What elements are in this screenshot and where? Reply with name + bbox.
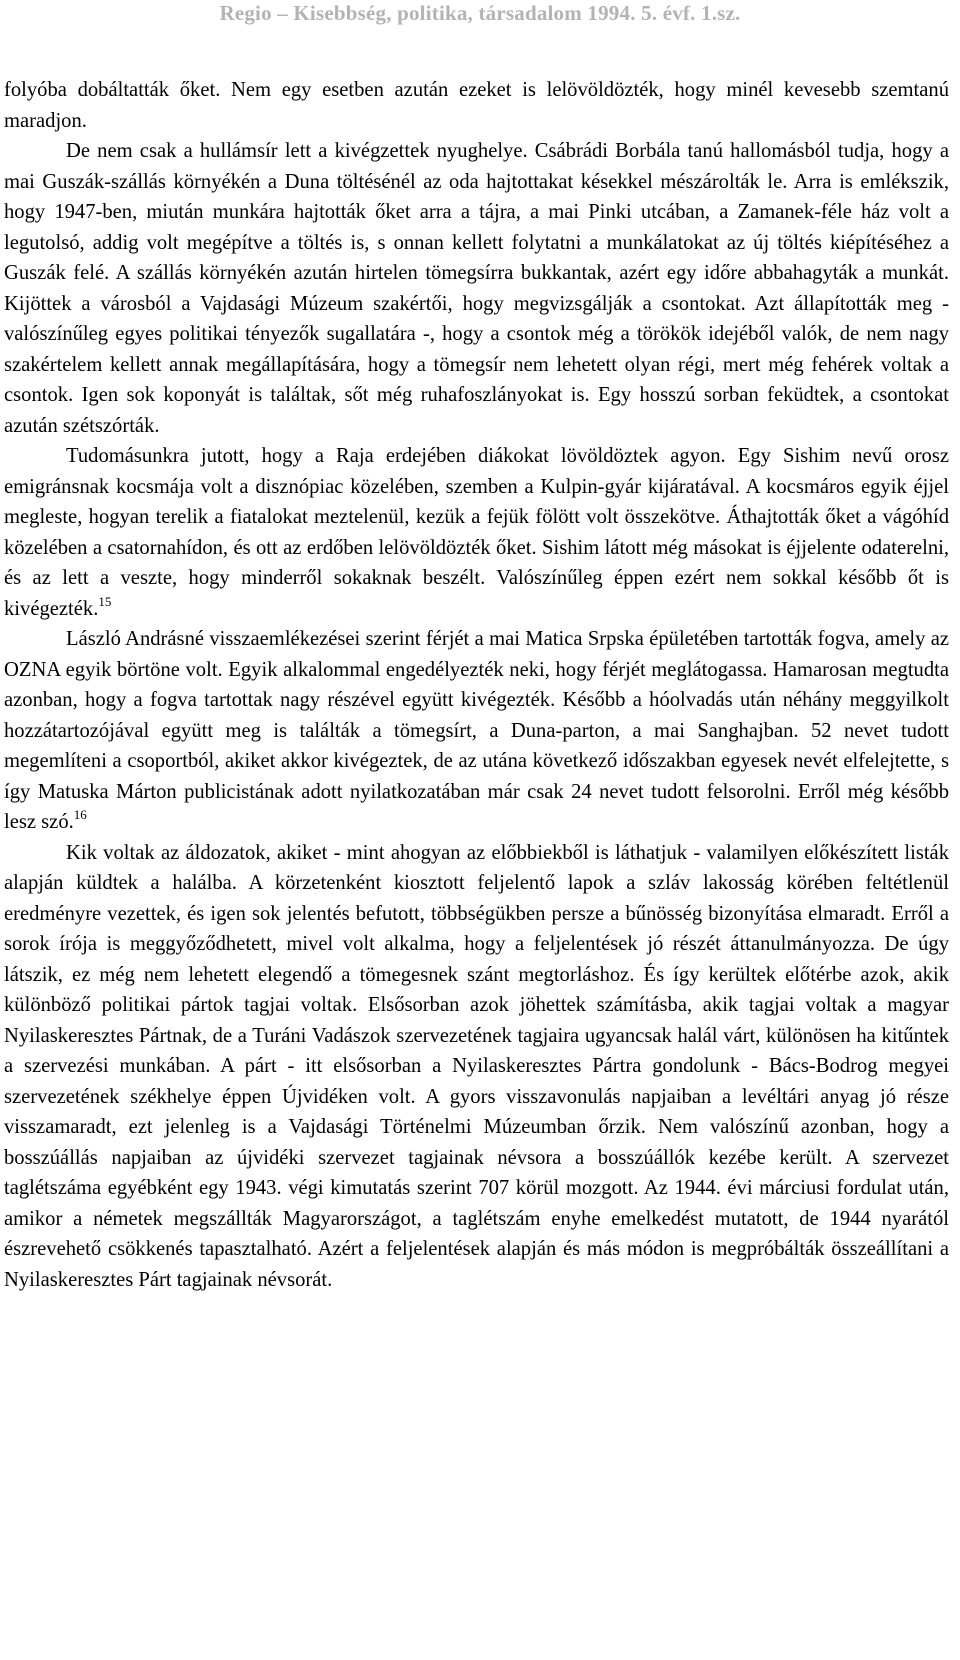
paragraph-1 <box>4 75 949 136</box>
paragraph-4 <box>4 624 949 838</box>
paragraph-5-text: Kik voltak az áldozatok, akiket - mint ahogyan az előbbiekből is láthatjuk - valamilyen előkészített listák alapján küldtek a halálba. A körzetenként kiosztott feljelentő lapok a szláv lakosság körében feltétlenül eredményre vezettek, és igen sok jelentés befutott, többségükben persze a bűnösség bizonyítása elmaradt. Erről a sorok írója is meggyőződhetett, mivel volt alkalma, hogy a feljelentések jó részét áttanulmányozza. De úgy látszik, ez még nem lehetett elegendő a tömegesnek szánt megtorláshoz. És így kerültek előtérbe azok, akik különböző politikai pártok tagjai voltak. Elsősorban azok jöhettek számításba, akik tagjai voltak a magyar Nyilaskeresztes Pártnak, de a Turáni Vadászok szervezetének tagjaira ugyancsak halál várt, különösen ha kitűntek a szervezési munkában. A párt - itt elsősorban a Nyilaskeresztes Pártra gondolunk - Bács-Bodrog megyei szervezetének székhelye éppen Újvidéken volt. A gyors visszavonulás napjaiban a levéltári anyag jó része visszamaradt, ezt jelenleg is a Vajdasági Történelmi Múzeumban őrzik. Nem valószínű azonban, hogy a bosszúállás napjaiban az újvidéki szervezet tagjainak névsora a bosszúállók kezébe került. A szervezet taglétszáma egyébként egy 1943. végi kimutatás szerint 707 körül mozgott. Az 1944. évi márciusi fordulat után, amikor a németek megszállták Magyarországot, a taglétszám enyhe emelkedést mutatott, de 1944 nyarától észrevehető csökkenés tapasztalható. Azért a feljelentések alapján és más módon is megpróbálták összeállítani a Nyilaskeresztes Párt tagjainak névsorát. <box>4 841 949 1291</box>
paragraph-3-text: Tudomásunkra jutott, hogy a Raja erdejében diákokat lövöldöztek agyon. Egy Sishim nevű orosz emigránsnak kocsmája volt a disznópiac közelében, szemben a Kulpin-gyár kijáratával. A kocsmáros egyik éjjel megleste, hogyan terelik a fiatalokat meztelenül, kezük a fejük fölött volt összekötve. Áthajtották őket a vágóhíd közelében a csatornahídon, és ott az erdőben lelövöldözték őket. Sishim látott még másokat is éjjelente odaterelni, és az lett a veszte, hogy minderről sokaknak beszélt. Valószínűleg éppen ezért nem sokkal később őt is kivégezték. <box>4 445 949 620</box>
body-text <box>4 75 949 1295</box>
paragraph-3 <box>4 441 949 624</box>
paragraph-4-text: László Andrásné visszaemlékezései szerint férjét a mai Matica Srpska épületében tartották fogva, amely az OZNA egyik börtöne volt. Egyik alkalommal engedélyezték neki, hogy férjét meglátogassa. Hamarosan megtudta azonban, hogy a fogva tartottak nagy részével együtt kivégezték. Később a hóolvadás után néhány meggyilkolt hozzátartozójával együtt meg is találták a tömegsírt, a Duna-parton, a mai Sanghajban. 52 nevet tudott megemlíteni a csoportból, akiket akkor kivégeztek, de az utána következő időszakban egyesek nevét elfelejtette, s így Matuska Márton publicistának adott nyilatkozatában már csak 24 nevet tudott felsorolni. Erről még később lesz szó. <box>4 628 949 833</box>
footnote-ref-16[interactable]: 16 <box>73 807 87 823</box>
running-header: Regio – Kisebbség, politika, társadalom 1994. 5. évf. 1.sz. <box>219 1 741 25</box>
paragraph-5 <box>4 838 949 1296</box>
paragraph-2 <box>4 136 949 441</box>
footnote-ref-15[interactable]: 15 <box>98 593 112 609</box>
paragraph-1-text: folyóba dobáltatták őket. Nem egy esetben azután ezeket is lelövöldözték, hogy minél kevesebb szemtanú maradjon. <box>4 79 949 132</box>
paragraph-2-text: De nem csak a hullámsír lett a kivégzettek nyughelye. Csábrádi Borbála tanú hallomásból tudja, hogy a mai Guszák-szállás környékén a Duna töltésénél az oda hajtottakat késekkel mészárolták le. Arra is emlékszik, hogy 1947-ben, miután munkára hajtották őket arra a tájra, a mai Pinki utcában, a Zamanek-féle ház volt a legutolsó, addig volt megépítve a töltés is, s onnan kellett folytatni a munkálatokat az új töltés kiépítéséhez a Guszák felé. A szállás környékén azután hirtelen tömegsírra bukkantak, azért egy időre abbahagyták a munkát. Kijöttek a városból a Vajdasági Múzeum szakértői, hogy megvizsgálják a csontokat. Azt állapították meg - valószínűleg egyes politikai tényezők sugallatára -, hogy a csontok még a törökök idejéből valók, de nem nagy szakértelem kellett annak megállapítására, hogy a tömegsír nem lehetett olyan régi, mert még fehérek voltak a csontok. Igen sok koponyát is találtak, sőt még ruhafoszlányokat is. Egy hosszú sorban feküdtek, a csontokat azután szétszórták. <box>4 140 949 437</box>
